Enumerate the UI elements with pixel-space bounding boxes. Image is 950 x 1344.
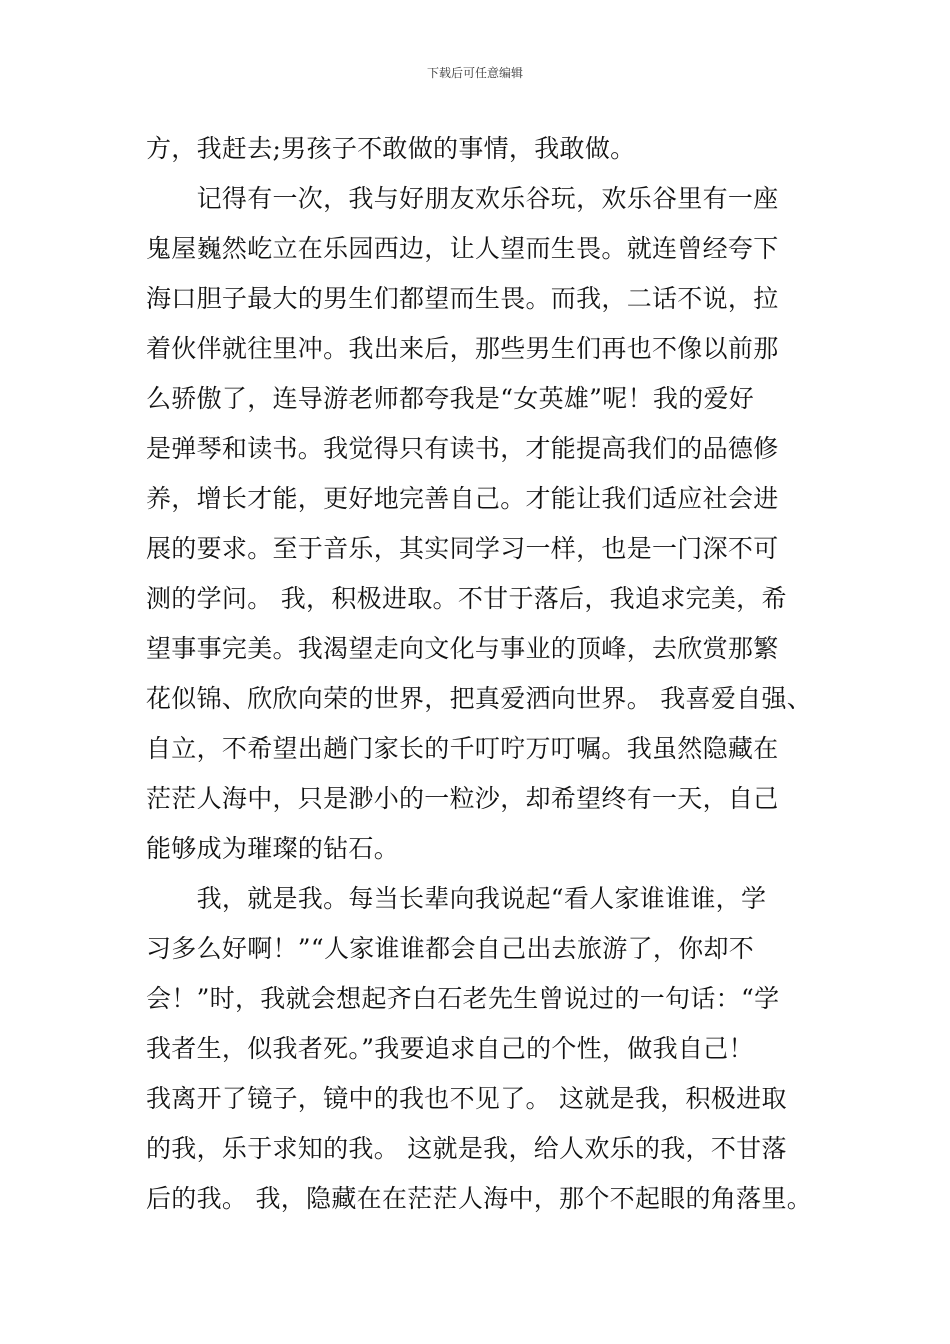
text-line: 着伙伴就往里冲。我出来后，那些男生们再也不像以前那 [146, 334, 779, 363]
text-line: 养，增长才能，更好地完善自己。才能让我们适应社会进 [146, 484, 779, 513]
text-line: 后的我。 我，隐藏在在茫茫人海中，那个不起眼的角落里。 [146, 1184, 813, 1213]
text-line: 我，就是我。每当长辈向我说起“看人家谁谁谁，学 [146, 884, 767, 913]
text-line: 的我，乐于求知的我。 这就是我，给人欢乐的我，不甘落 [146, 1134, 787, 1163]
text-line: 望事事完美。我渴望走向文化与事业的顶峰，去欣赏那繁 [146, 634, 779, 663]
text-line: 能够成为璀璨的钻石。 [146, 834, 400, 863]
text-line: 我离开了镜子，镜中的我也不见了。 这就是我，积极进取 [146, 1084, 787, 1113]
text-line: 展的要求。至于音乐，其实同学习一样，也是一门深不可 [146, 534, 779, 563]
text-line: 我者生，似我者死。”我要追求自己的个性，做我自己！ [146, 1034, 754, 1063]
page-header: 下载后可任意编辑 [426, 66, 523, 80]
text-line: 花似锦、欣欣向荣的世界，把真爱洒向世界。 我喜爱自强、 [146, 684, 813, 713]
text-line: 么骄傲了，连导游老师都夸我是“女英雄”呢！我的爱好 [146, 384, 755, 413]
text-line: 自立，不希望出趟门家长的千叮咛万叮嘱。我虽然隐藏在 [146, 734, 779, 763]
text-line: 习多么好啊！”“人家谁谁都会自己出去旅游了，你却不 [146, 934, 755, 963]
body-text [146, 124, 826, 1224]
text-line: 鬼屋巍然屹立在乐园西边，让人望而生畏。就连曾经夸下 [146, 234, 779, 263]
text-line: 茫茫人海中，只是渺小的一粒沙，却希望终有一天，自己 [146, 784, 779, 813]
text-line: 会！”时，我就会想起齐白石老先生曾说过的一句话：“学 [146, 984, 780, 1013]
text-line: 测的学问。 我，积极进取。不甘于落后，我追求完美，希 [146, 584, 787, 613]
text-line: 海口胆子最大的男生们都望而生畏。而我，二话不说，拉 [146, 284, 779, 313]
text-line: 是弹琴和读书。我觉得只有读书，才能提高我们的品德修 [146, 434, 779, 463]
text-line: 记得有一次，我与好朋友欢乐谷玩，欢乐谷里有一座 [146, 184, 779, 213]
text-line: 方，我赶去;男孩子不敢做的事情，我敢做。 [146, 134, 636, 163]
